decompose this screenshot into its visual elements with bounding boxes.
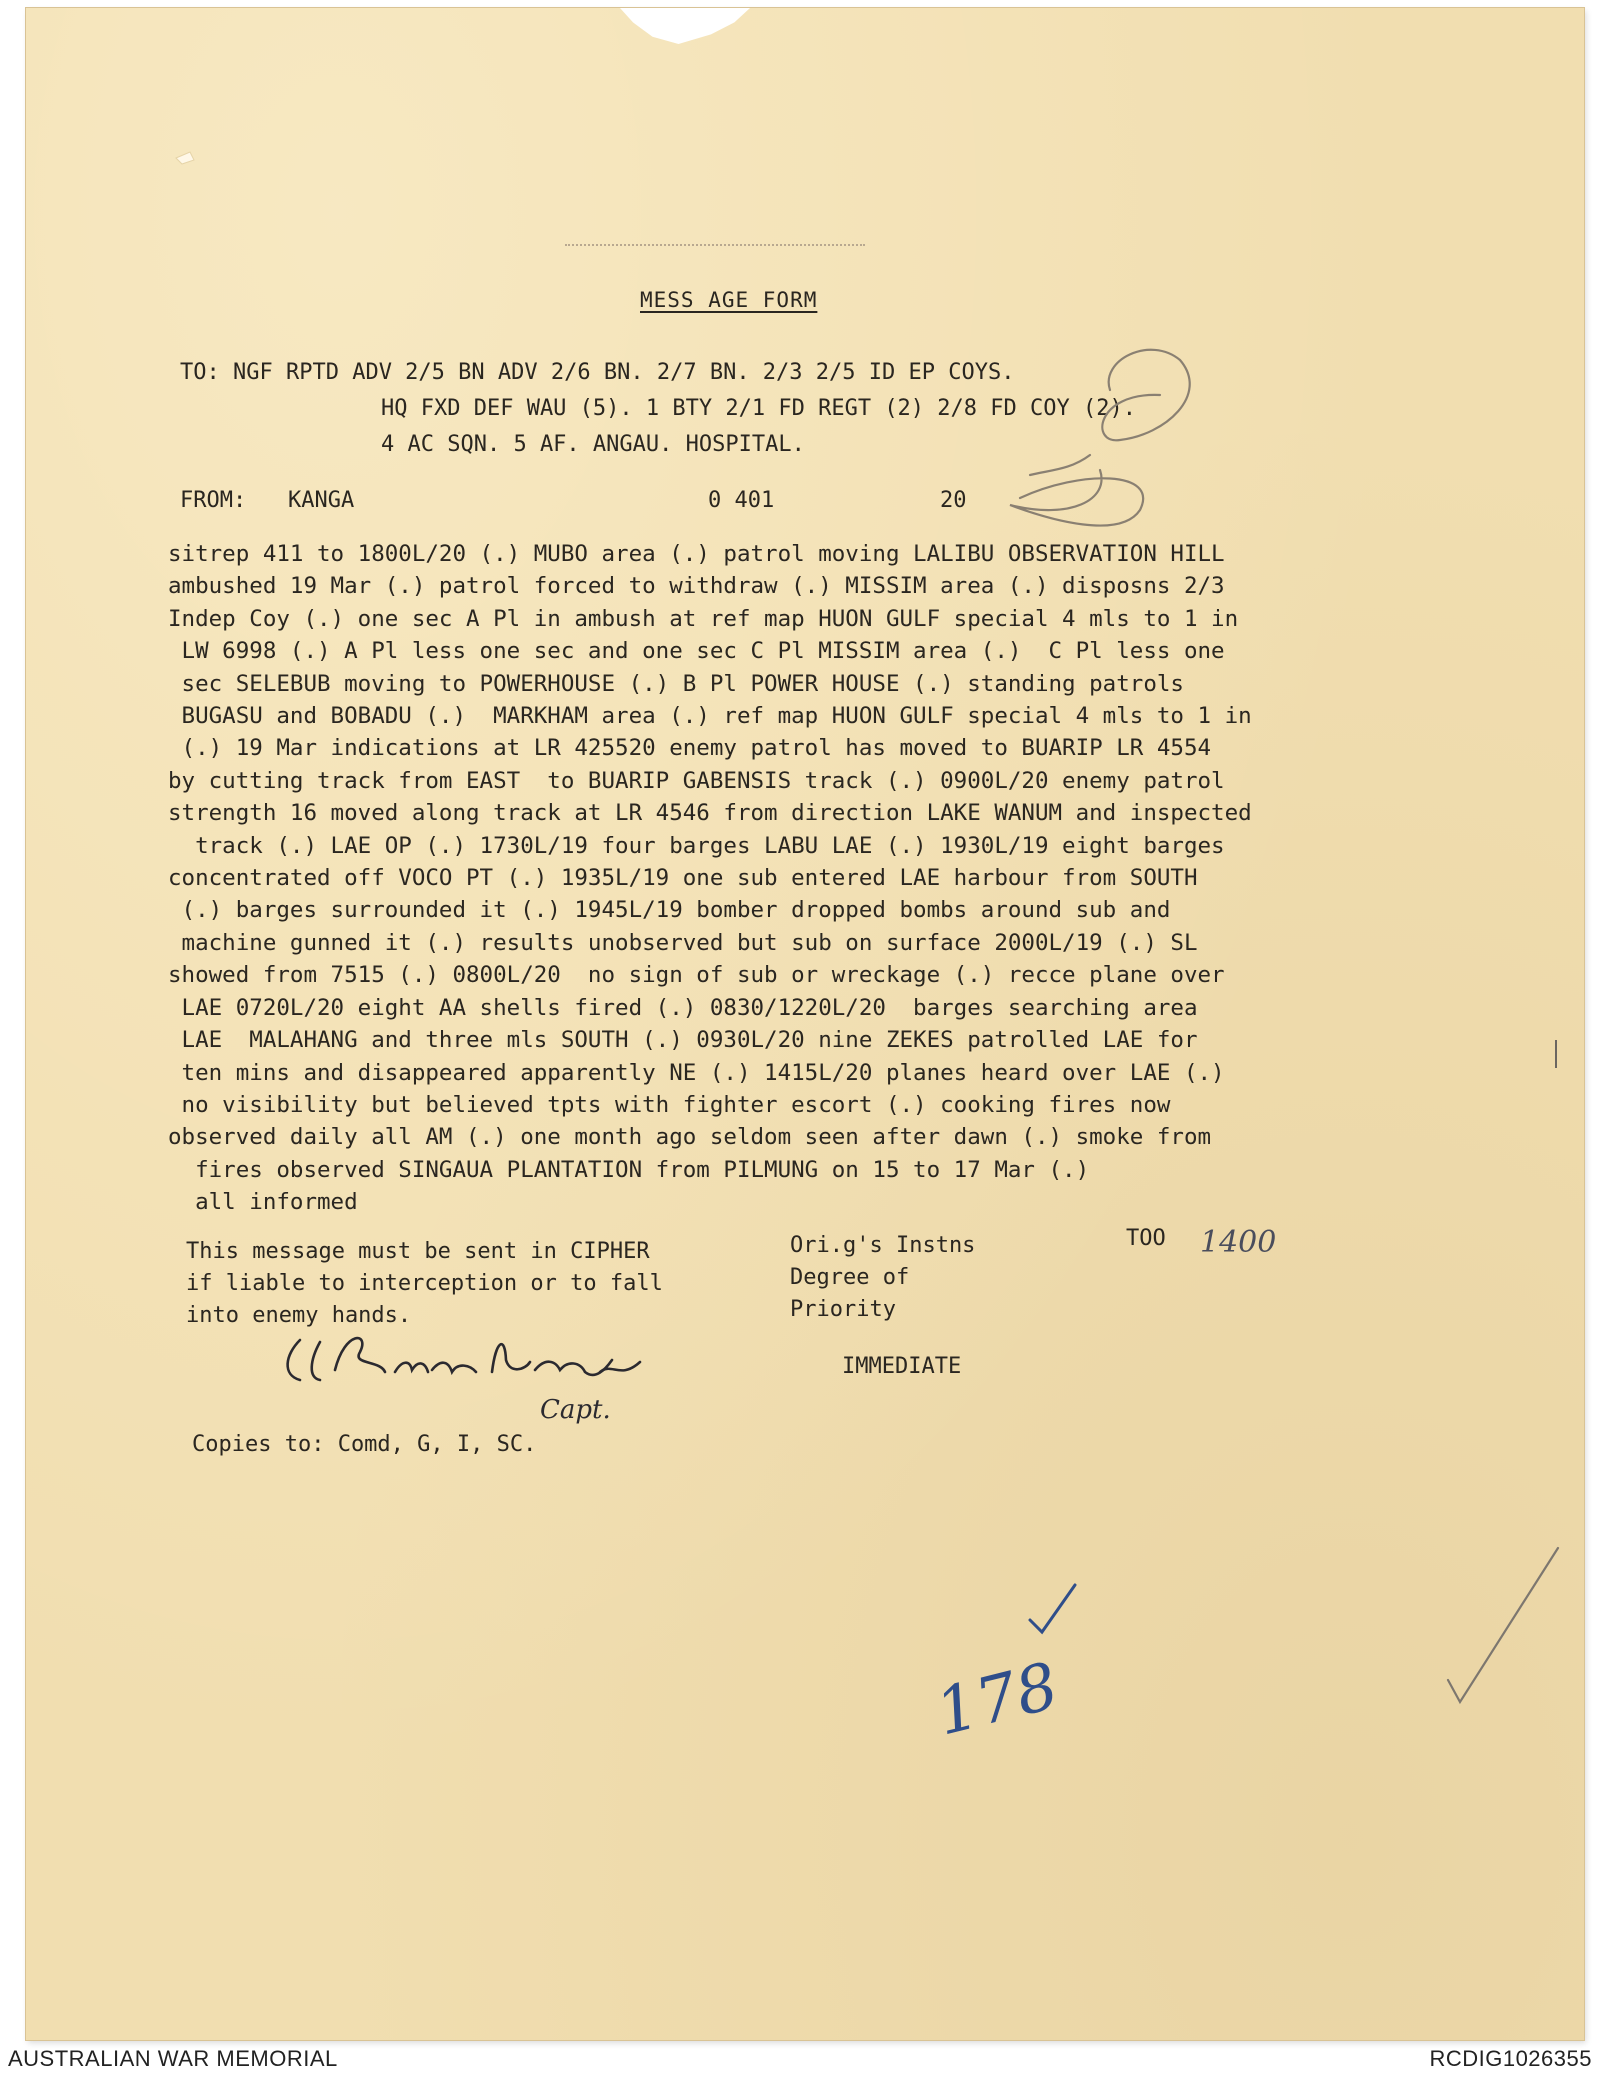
form-title: MESS AGE FORM [640,288,818,312]
body-line: LAE 0720L/20 eight AA shells fired (.) 0830/1220L/20 barges searching area [168,994,1198,1021]
body-line: no visibility but believed tpts with fighter escort (.) cooking fires now [168,1091,1171,1118]
body-line: (.) barges surrounded it (.) 1945L/19 bomber dropped bombs around sub and [168,897,1171,924]
body-line: LAE MALAHANG and three mls SOUTH (.) 0930L/20 nine ZEKES patrolled LAE for [168,1027,1198,1054]
instr-line-1: Ori.g's Instns [790,1233,976,1258]
blue-check-icon [1030,1585,1075,1632]
too-handwritten-value: 1400 [1200,1225,1277,1260]
to-label: TO: [180,360,220,385]
to-line-2: HQ FXD DEF WAU (5). 1 BTY 2/1 FD REGT (2) 2/8 FD COY (2). [381,396,1136,421]
body-line: concentrated off VOCO PT (.) 1935L/19 one sub entered LAE harbour from SOUTH [168,865,1198,892]
cipher-line-3: into enemy hands. [186,1303,412,1328]
body-line: (.) 19 Mar indications at LR 425520 enemy patrol has moved to BUARIP LR 4554 [168,735,1212,762]
priority-value: IMMEDIATE [842,1354,962,1379]
signature [288,1338,640,1380]
body-line: BUGASU and BOBADU (.) MARKHAM area (.) ref map HUON GULF special 4 mls to 1 in [168,703,1252,730]
to-line-3: 4 AC SQN. 5 AF. ANGAU. HOSPITAL. [381,432,805,457]
cipher-line-2: if liable to interception or to fall [186,1271,663,1296]
message-number: 0 401 [708,488,775,513]
body-line: machine gunned it (.) results unobserved but sub on surface 2000L/19 (.) SL [168,929,1198,956]
footer-right: RCDIG1026355 [1429,2046,1592,2071]
message-date: 20 [940,488,967,513]
signature-rank: Capt. [540,1395,611,1425]
instr-line-2: Degree of [790,1265,910,1290]
body-line: strength 16 moved along track at LR 4546 from direction LAKE WANUM and inspected [168,800,1252,827]
body-line: sec SELEBUB moving to POWERHOUSE (.) B Pl POWER HOUSE (.) standing patrols [168,670,1184,697]
body-line: sitrep 411 to 1800L/20 (.) MUBO area (.) patrol moving LALIBU OBSERVATION HILL [168,541,1225,567]
page-annotation: 178 [928,1649,1066,1751]
to-value-1: NGF RPTD ADV 2/5 BN ADV 2/6 BN. 2/7 BN. 2/3 2/5 ID EP COYS. [233,360,1015,385]
body-line: all informed [168,1189,358,1216]
body-line: showed from 7515 (.) 0800L/20 no sign of sub or wreckage (.) recce plane over [168,962,1225,989]
footer-left: AUSTRALIAN WAR MEMORIAL [8,2046,338,2071]
body-line: by cutting track from EAST to BUARIP GABENSIS track (.) 0900L/20 enemy patrol [168,767,1225,794]
from-label: FROM: [180,488,247,513]
body-line: ambushed 19 Mar (.) patrol forced to withdraw (.) MISSIM area (.) disposns 2/3 [168,573,1225,600]
pencil-scribble [1010,350,1190,526]
staple-mark [176,152,194,164]
body-line: track (.) LAE OP (.) 1730L/19 four barges LABU LAE (.) 1930L/19 eight barges [168,832,1225,859]
instr-line-3: Priority [790,1297,896,1322]
body-line: LW 6998 (.) A Pl less one sec and one sec C Pl MISSIM area (.) C Pl less one [168,638,1225,665]
body-line: fires observed SINGAUA PLANTATION from PILMUNG on 15 to 17 Mar (.) [168,1156,1090,1183]
too-label: TOO [1126,1226,1166,1251]
from-value: KANGA [288,488,355,513]
body-line: ten mins and disappeared apparently NE (.) 1415L/20 planes heard over LAE (.) [168,1059,1225,1086]
body-line: Indep Coy (.) one sec A Pl in ambush at ref map HUON GULF special 4 mls to 1 in [168,605,1239,632]
cipher-line-1: This message must be sent in CIPHER [186,1239,650,1264]
copies-to: Copies to: Comd, G, I, SC. [192,1432,537,1457]
pencil-check-icon [1448,1548,1558,1702]
body-line: observed daily all AM (.) one month ago seldom seen after dawn (.) smoke from [168,1124,1212,1151]
